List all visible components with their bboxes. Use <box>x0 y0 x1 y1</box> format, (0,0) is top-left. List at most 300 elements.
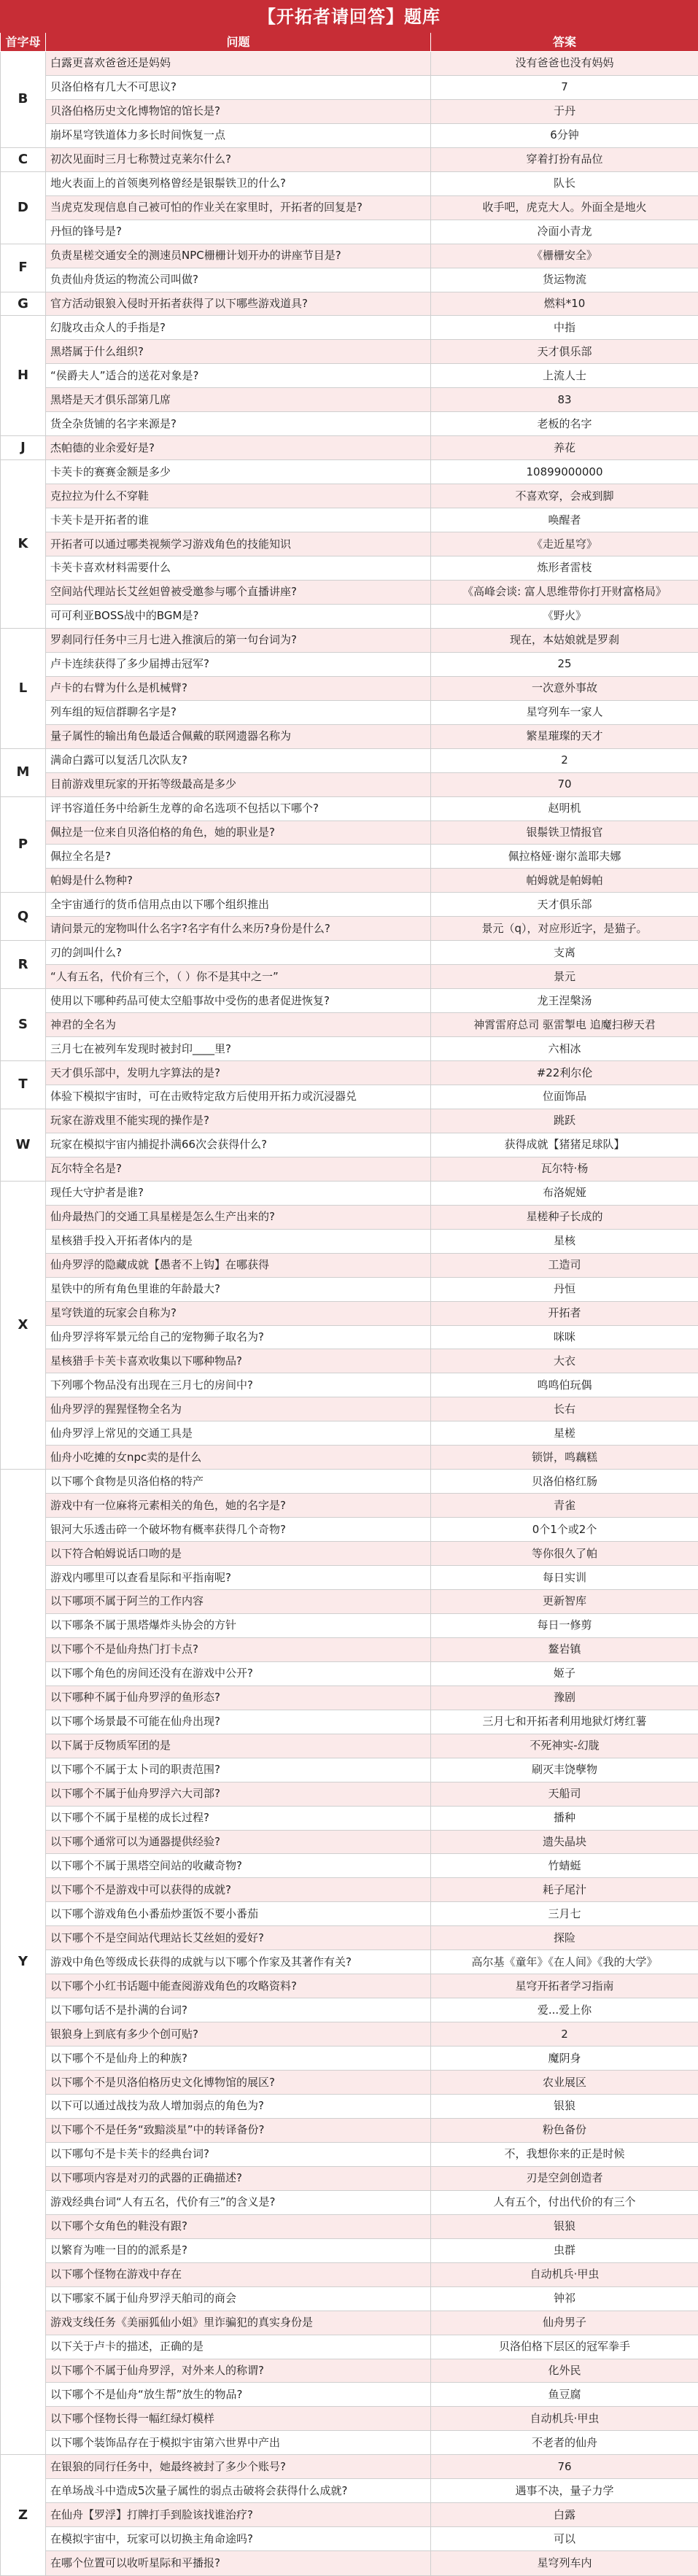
answer-cell: 《栅栅安全》 <box>431 244 698 268</box>
answer-cell: 等你很久了帕 <box>431 1542 698 1566</box>
question-cell: 地火表面上的首领奥列格曾经是银鬃铁卫的什么? <box>46 171 431 195</box>
table-row <box>1 244 698 268</box>
table-row <box>1 556 698 581</box>
table-body <box>1 52 698 2576</box>
table-row <box>1 2166 698 2190</box>
answer-cell: 不喜欢穿，会戒到脚 <box>431 484 698 508</box>
group-letter: R <box>1 941 46 989</box>
answer-cell: 自动机兵·甲虫 <box>431 2262 698 2286</box>
header-answer: 答案 <box>431 33 698 52</box>
answer-cell: 《野火》 <box>431 604 698 628</box>
group-letter: Z <box>1 2455 46 2576</box>
question-cell: 以下哪个游戏角色小番茄炒蛋饭不要小番茄 <box>46 1902 431 1926</box>
question-cell: 以下哪个不是仙舟热门打卡点? <box>46 1637 431 1661</box>
table-row <box>1 1349 698 1373</box>
answer-cell: 可以 <box>431 2527 698 2551</box>
table-row <box>1 1854 698 1878</box>
answer-cell: 化外民 <box>431 2359 698 2383</box>
group-letter: Y <box>1 1470 46 2455</box>
group-letter: G <box>1 292 46 316</box>
question-cell: 白露更喜欢爸爸还是妈妈 <box>46 52 431 76</box>
answer-cell: 神霄雷府总司 驱雷掣电 追魔扫秽天君 <box>431 1013 698 1037</box>
answer-cell: 星槎 <box>431 1421 698 1446</box>
table-row <box>1 2335 698 2359</box>
question-cell: 佩拉全名是? <box>46 845 431 869</box>
table-row <box>1 1133 698 1157</box>
table-row <box>1 1830 698 1854</box>
table-row <box>1 772 698 796</box>
answer-cell: 不死神实-幻胧 <box>431 1734 698 1758</box>
question-cell: 以下哪个不是任务“致黯淡星”中的转译备份? <box>46 2118 431 2142</box>
answer-cell: 老板的名字 <box>431 412 698 436</box>
table-row <box>1 75 698 99</box>
table-row <box>1 2359 698 2383</box>
answer-cell: 支离 <box>431 941 698 965</box>
table-row <box>1 1157 698 1181</box>
group-letter: B <box>1 52 46 148</box>
table-row <box>1 2047 698 2071</box>
table-row <box>1 748 698 772</box>
question-cell: 以下可以通过战技为敌人增加弱点的角色为? <box>46 2095 431 2119</box>
table-row <box>1 220 698 244</box>
table-row <box>1 700 698 724</box>
table-row <box>1 412 698 436</box>
question-cell: 空间站代理站长艾丝妲曾被受邀参与哪个直播讲座? <box>46 580 431 604</box>
answer-cell: 2 <box>431 2022 698 2047</box>
table-row <box>1 1397 698 1421</box>
group-letter: X <box>1 1181 46 1469</box>
question-cell: 负责仙舟货运的物流公司叫做? <box>46 268 431 292</box>
table-row <box>1 2095 698 2119</box>
answer-cell: 一次意外事故 <box>431 676 698 700</box>
group-letter: K <box>1 460 46 629</box>
answer-cell: 2 <box>431 748 698 772</box>
question-cell: 贝洛伯格有几大不可思议? <box>46 75 431 99</box>
table-row <box>1 1878 698 1902</box>
question-cell: 开拓者可以通过哪类视频学习游戏角色的技能知识 <box>46 532 431 556</box>
table-row <box>1 1301 698 1325</box>
table-row <box>1 1758 698 1782</box>
question-cell: 罗刹同行任务中三月七进入推演后的第一句台词为? <box>46 628 431 652</box>
question-cell: 以下哪个不属于星槎的成长过程? <box>46 1806 431 1830</box>
table-row <box>1 484 698 508</box>
question-cell: 以下哪项不属于阿兰的工作内容 <box>46 1590 431 1614</box>
group-letter: Q <box>1 893 46 941</box>
question-cell: 以下哪个不是仙舟“放生帮”放生的物品? <box>46 2383 431 2407</box>
question-cell: 以下哪个食物是贝洛伯格的特产 <box>46 1470 431 1494</box>
table-row <box>1 2238 698 2262</box>
answer-cell: 开拓者 <box>431 1301 698 1325</box>
question-cell: 仙舟罗浮的隐藏成就【愚者不上钩】在哪获得 <box>46 1253 431 1277</box>
answer-cell: 天船司 <box>431 1782 698 1806</box>
answer-cell: 7 <box>431 75 698 99</box>
group-letter: S <box>1 989 46 1061</box>
answer-cell: 天才俱乐部 <box>431 340 698 364</box>
answer-cell: 耗子尾汁 <box>431 1878 698 1902</box>
table-row <box>1 796 698 820</box>
table-row <box>1 1974 698 1998</box>
answer-cell: 三月七和开拓者利用地狱灯烤红薯 <box>431 1710 698 1734</box>
table-row <box>1 1037 698 1061</box>
table-row <box>1 1542 698 1566</box>
answer-cell: 货运物流 <box>431 268 698 292</box>
question-cell: 请问景元的宠物叫什么名字?名字有什么来历?身份是什么? <box>46 917 431 941</box>
table-row <box>1 1518 698 1542</box>
question-cell: 仙舟小吃摊的女npc卖的是什么 <box>46 1446 431 1470</box>
question-cell: 以下哪个通常可以为通器提供经验? <box>46 1830 431 1854</box>
answer-cell: 唤醒者 <box>431 508 698 532</box>
answer-cell: 咪咪 <box>431 1325 698 1349</box>
question-cell: 克拉拉为什么不穿鞋 <box>46 484 431 508</box>
table-row <box>1 1494 698 1518</box>
answer-cell: 银狼 <box>431 2214 698 2238</box>
question-cell: 负责星槎交通安全的测速员NPC栅栅计划开办的讲座节目是? <box>46 244 431 268</box>
question-cell: “人有五名，代价有三个，（ ）你不是其中之一” <box>46 965 431 989</box>
question-cell: 仙舟最热门的交通工具星槎是怎么生产出来的? <box>46 1205 431 1229</box>
answer-cell: 景元（q），对应形近字，是猫子。 <box>431 917 698 941</box>
answer-cell: 工造司 <box>431 1253 698 1277</box>
answer-cell: 自动机兵·甲虫 <box>431 2407 698 2431</box>
table-row <box>1 340 698 364</box>
title-row <box>1 1 698 33</box>
group-letter: D <box>1 171 46 244</box>
question-cell: 玩家在模拟宇宙内捕捉扑满66次会获得什么? <box>46 1133 431 1157</box>
question-cell: 贝洛伯格历史文化博物馆的馆长是? <box>46 99 431 123</box>
header-letter: 首字母 <box>1 33 46 52</box>
question-cell: 以下哪个角色的房间还没有在游戏中公开? <box>46 1661 431 1685</box>
table-row <box>1 1926 698 1950</box>
answer-cell: 穿着打扮有品位 <box>431 147 698 171</box>
answer-cell: 83 <box>431 388 698 412</box>
answer-cell: 锁饼，鸣藕糕 <box>431 1446 698 1470</box>
question-cell: 以下哪个不是贝洛伯格历史文化博物馆的展区? <box>46 2071 431 2095</box>
question-cell: 仙舟罗浮上常见的交通工具是 <box>46 1421 431 1446</box>
question-cell: 列车组的短信群聊名字是? <box>46 700 431 724</box>
question-cell: 星核猎手卡芙卡喜欢收集以下哪种物品? <box>46 1349 431 1373</box>
group-letter: J <box>1 436 46 460</box>
answer-cell: 于丹 <box>431 99 698 123</box>
question-cell: 帕姆是什么物种? <box>46 869 431 893</box>
question-cell: 玩家在游戏里不能实现的操作是? <box>46 1109 431 1133</box>
answer-cell: 燃料*10 <box>431 292 698 316</box>
table-row <box>1 147 698 171</box>
answer-cell: 刃是空剑创造者 <box>431 2166 698 2190</box>
question-cell: 货全杂货铺的名字来源是? <box>46 412 431 436</box>
question-cell: 以下哪家不属于仙舟罗浮天舶司的商会 <box>46 2286 431 2311</box>
question-cell: 以下哪个装饰品存在于模拟宇宙第六世界中产出 <box>46 2431 431 2455</box>
table-row <box>1 508 698 532</box>
table-row <box>1 724 698 748</box>
answer-cell: 更新智库 <box>431 1590 698 1614</box>
question-cell: 卡芙卡的赛赛金额是多少 <box>46 460 431 484</box>
table-row <box>1 2022 698 2047</box>
table-row <box>1 532 698 556</box>
table-row <box>1 1061 698 1085</box>
question-cell: 星铁中的所有角色里谁的年龄最大? <box>46 1277 431 1301</box>
question-cell: 现任大守护者是谁? <box>46 1181 431 1205</box>
table-row <box>1 1902 698 1926</box>
table-row <box>1 436 698 460</box>
answer-cell: 仙舟男子 <box>431 2311 698 2335</box>
table-row <box>1 869 698 893</box>
question-cell: 在单场战斗中造成5次量子属性的弱点击破将会获得什么成就? <box>46 2479 431 2503</box>
answer-cell: 青雀 <box>431 1494 698 1518</box>
answer-cell: 繁星璀璨的天才 <box>431 724 698 748</box>
answer-cell: 竹蜻蜓 <box>431 1854 698 1878</box>
table-row <box>1 1277 698 1301</box>
answer-cell: 长右 <box>431 1397 698 1421</box>
question-cell: 瓦尔特全名是? <box>46 1157 431 1181</box>
answer-cell: 刷灭丰饶孽物 <box>431 1758 698 1782</box>
question-cell: 星核猎手投入开拓者体内的是 <box>46 1229 431 1253</box>
table-row <box>1 2214 698 2238</box>
answer-cell: 不老者的仙舟 <box>431 2431 698 2455</box>
table-row <box>1 1470 698 1494</box>
table-row <box>1 2479 698 2503</box>
table-row <box>1 1421 698 1446</box>
table-row <box>1 989 698 1013</box>
answer-cell: 养花 <box>431 436 698 460</box>
question-cell: 银河大乐透击碎一个破坏物有概率获得几个奇物? <box>46 1518 431 1542</box>
question-cell: 游戏经典台词“人有五名，代价有三”的含义是? <box>46 2190 431 2214</box>
answer-cell: 25 <box>431 652 698 676</box>
question-cell: 黑塔属于什么组织? <box>46 340 431 364</box>
table-row <box>1 1782 698 1806</box>
question-cell: 崩坏星穹铁道体力多长时间恢复一点 <box>46 123 431 147</box>
group-letter: L <box>1 628 46 748</box>
answer-cell: 遇事不决，量子力学 <box>431 2479 698 2503</box>
answer-cell: 帕姆就是帕姆帕 <box>431 869 698 893</box>
question-cell: 以下符合帕姆说话口吻的是 <box>46 1542 431 1566</box>
question-cell: 以下关于卢卡的描述，正确的是 <box>46 2335 431 2359</box>
answer-cell: 布洛妮娅 <box>431 1181 698 1205</box>
question-cell: 以下哪个不是游戏中可以获得的成就? <box>46 1878 431 1902</box>
answer-cell: 《走近星穹》 <box>431 532 698 556</box>
answer-cell: 粉色备份 <box>431 2118 698 2142</box>
answer-cell: 高尔基《童年》《在人间》《我的大学》 <box>431 1950 698 1974</box>
answer-cell: 70 <box>431 772 698 796</box>
question-cell: 神君的全名为 <box>46 1013 431 1037</box>
question-cell: 使用以下哪种药品可使太空船事故中受伤的患者促进恢复? <box>46 989 431 1013</box>
answer-cell: 0个1个或2个 <box>431 1518 698 1542</box>
table-row <box>1 195 698 220</box>
question-cell: 以下属于反物质军团的是 <box>46 1734 431 1758</box>
question-cell: 以下哪个不属于太卜司的职责范围? <box>46 1758 431 1782</box>
table-row <box>1 99 698 123</box>
table-row <box>1 268 698 292</box>
answer-cell: #22利尔伦 <box>431 1061 698 1085</box>
table-row <box>1 893 698 917</box>
question-cell: 初次见面时三月七称赞过克莱尔什么? <box>46 147 431 171</box>
question-cell: 官方活动银狼入侵时开拓者获得了以下哪些游戏道具? <box>46 292 431 316</box>
question-cell: 星穹铁道的玩家会自称为? <box>46 1301 431 1325</box>
answer-cell: 贝洛伯格红肠 <box>431 1470 698 1494</box>
question-cell: 当虎克发现信息自己被可怕的作业关在家里时，开拓者的回复是? <box>46 195 431 220</box>
question-cell: 满命白露可以复活几次队友? <box>46 748 431 772</box>
question-cell: 游戏中有一位麻将元素相关的角色，她的名字是? <box>46 1494 431 1518</box>
answer-cell: 三月七 <box>431 1902 698 1926</box>
question-cell: 以下哪个不是空间站代理站长艾丝妲的爱好? <box>46 1926 431 1950</box>
answer-cell: 星穹开拓者学习指南 <box>431 1974 698 1998</box>
question-cell: 以下哪个小红书话题中能查阅游戏角色的攻略资料? <box>46 1974 431 1998</box>
question-cell: 杰帕德的业余爱好是? <box>46 436 431 460</box>
table-row <box>1 1998 698 2022</box>
question-cell: 在哪个位置可以收听星际和平播报? <box>46 2551 431 2576</box>
table-row <box>1 2190 698 2214</box>
group-letter: F <box>1 244 46 292</box>
answer-cell: 佩拉格娅·谢尔盖耶夫娜 <box>431 845 698 869</box>
answer-cell: 鱼豆腐 <box>431 2383 698 2407</box>
group-letter: W <box>1 1109 46 1181</box>
table-row <box>1 1373 698 1397</box>
table-row <box>1 2286 698 2311</box>
answer-cell: 遗失晶块 <box>431 1830 698 1854</box>
table-row <box>1 460 698 484</box>
table-row <box>1 965 698 989</box>
question-cell: “侯爵夫人”适合的送花对象是? <box>46 364 431 388</box>
answer-cell: 龙王涅槃汤 <box>431 989 698 1013</box>
question-cell: 以下哪句话不是扑满的台词? <box>46 1998 431 2022</box>
question-cell: 全宇宙通行的货币信用点由以下哪个组织推出 <box>46 893 431 917</box>
question-cell: 目前游戏里玩家的开拓等级最高是多少 <box>46 772 431 796</box>
table-row <box>1 2262 698 2286</box>
question-cell: 丹恒的锋号是? <box>46 220 431 244</box>
answer-cell: 银鬃铁卫情报官 <box>431 820 698 845</box>
group-letter: M <box>1 748 46 796</box>
answer-cell: 76 <box>431 2455 698 2479</box>
question-cell: 幻胧攻击众人的手指是? <box>46 316 431 340</box>
group-letter: H <box>1 316 46 436</box>
answer-cell: 星槎种子长成的 <box>431 1205 698 1229</box>
answer-cell: 获得成就【猪猪足球队】 <box>431 1133 698 1157</box>
table-row <box>1 652 698 676</box>
table-row <box>1 316 698 340</box>
answer-cell: 冷面小青龙 <box>431 220 698 244</box>
answer-cell: 队长 <box>431 171 698 195</box>
table-row <box>1 676 698 700</box>
table-row <box>1 364 698 388</box>
answer-cell: 人有五个，付出代价的有三个 <box>431 2190 698 2214</box>
question-cell: 游戏内哪里可以查看星际和平指南呢? <box>46 1566 431 1590</box>
question-cell: 下列哪个物品没有出现在三月七的房间中? <box>46 1373 431 1397</box>
question-cell: 三月七在被列车发现时被封印____里? <box>46 1037 431 1061</box>
table-row <box>1 1661 698 1685</box>
question-cell: 以下哪条不属于黑塔爆炸头协会的方针 <box>46 1613 431 1637</box>
table-row <box>1 2142 698 2166</box>
question-cell: 银狼身上到底有多少个创可贴? <box>46 2022 431 2047</box>
answer-cell: 六相冰 <box>431 1037 698 1061</box>
answer-cell: 不，我想你来的正是时候 <box>431 2142 698 2166</box>
answer-cell: 天才俱乐部 <box>431 893 698 917</box>
table-row <box>1 2431 698 2455</box>
table-row <box>1 1685 698 1710</box>
answer-cell: 位面饰品 <box>431 1085 698 1109</box>
table-row <box>1 2527 698 2551</box>
question-cell: 以下哪个不属于黑塔空间站的收藏奇物? <box>46 1854 431 1878</box>
question-cell: 以下哪个怪物在游戏中存在 <box>46 2262 431 2286</box>
table-row <box>1 2407 698 2431</box>
question-cell: 游戏中角色等级成长获得的成就与以下哪个作家及其著作有关? <box>46 1950 431 1974</box>
question-cell: 以下哪个女角色的鞋没有跟? <box>46 2214 431 2238</box>
table-row <box>1 1637 698 1661</box>
question-cell: 卢卡连续获得了多少届搏击冠军? <box>46 652 431 676</box>
question-cell: 黑塔是天才俱乐部第几席 <box>46 388 431 412</box>
answer-cell: 星穹列车内 <box>431 2551 698 2576</box>
table-row <box>1 1590 698 1614</box>
table-row <box>1 1734 698 1758</box>
answer-cell: 瓦尔特·杨 <box>431 1157 698 1181</box>
table-row <box>1 2383 698 2407</box>
answer-cell: 魔阴身 <box>431 2047 698 2071</box>
question-cell: 评书容道任务中给新生龙尊的命名选项不包括以下哪个? <box>46 796 431 820</box>
question-cell: 以下哪项内容是对刃的武器的正确描述? <box>46 2166 431 2190</box>
answer-cell: 播种 <box>431 1806 698 1830</box>
answer-cell: 收手吧，虎克大人。外面全是地火 <box>431 195 698 220</box>
table-row <box>1 1229 698 1253</box>
page-title: 【开拓者请回答】题库 <box>1 1 698 33</box>
question-cell: 在模拟宇宙中，玩家可以切换主角命途吗? <box>46 2527 431 2551</box>
answer-cell: 鸣鸣伯玩偶 <box>431 1373 698 1397</box>
table-row <box>1 171 698 195</box>
answer-cell: 6分钟 <box>431 123 698 147</box>
question-cell: 卡芙卡是开拓者的谁 <box>46 508 431 532</box>
answer-cell: 银狼 <box>431 2095 698 2119</box>
answer-cell: 每日实训 <box>431 1566 698 1590</box>
question-cell: 仙舟罗浮将军景元给自己的宠物狮子取名为? <box>46 1325 431 1349</box>
question-cell: 佩拉是一位来自贝洛伯格的角色，她的职业是? <box>46 820 431 845</box>
table-row <box>1 2503 698 2527</box>
table-row <box>1 1013 698 1037</box>
answer-cell: 每日一修剪 <box>431 1613 698 1637</box>
table-row <box>1 52 698 76</box>
header-question: 问题 <box>46 33 431 52</box>
table-row <box>1 1085 698 1109</box>
question-cell: 以下哪个不属于仙舟罗浮六大司部? <box>46 1782 431 1806</box>
table-row <box>1 2118 698 2142</box>
answer-cell: 现在，本姑娘就是罗刹 <box>431 628 698 652</box>
answer-cell: 探险 <box>431 1926 698 1950</box>
question-cell: 可可利亚BOSS战中的BGM是? <box>46 604 431 628</box>
answer-cell: 赵明机 <box>431 796 698 820</box>
answer-cell: 鳌岩镇 <box>431 1637 698 1661</box>
group-letter: T <box>1 1061 46 1109</box>
question-cell: 体验下模拟宇宙时，可在击败特定敌方后使用开拓力或沉浸器兑 <box>46 1085 431 1109</box>
table-row <box>1 1181 698 1205</box>
answer-cell: 大衣 <box>431 1349 698 1373</box>
question-cell: 仙舟罗浮的猩猩怪物全名为 <box>46 1397 431 1421</box>
table-row <box>1 1325 698 1349</box>
table-row <box>1 845 698 869</box>
question-cell: 量子属性的输出角色最适合佩戴的联网遗器名称为 <box>46 724 431 748</box>
table-row <box>1 604 698 628</box>
question-cell: 以下哪个场景最不可能在仙舟出现? <box>46 1710 431 1734</box>
table-row <box>1 292 698 316</box>
question-cell: 刃的剑叫什么? <box>46 941 431 965</box>
table-row <box>1 820 698 845</box>
table-row <box>1 2455 698 2479</box>
answer-cell: 豫剧 <box>431 1685 698 1710</box>
table-row <box>1 580 698 604</box>
answer-cell: 钟祁 <box>431 2286 698 2311</box>
question-cell: 以下哪个不属于仙舟罗浮，对外来人的称谓? <box>46 2359 431 2383</box>
question-cell: 卡芙卡喜欢材料需要什么 <box>46 556 431 581</box>
table-row <box>1 1806 698 1830</box>
question-cell: 以下哪种不属于仙舟罗浮的鱼形态? <box>46 1685 431 1710</box>
table-row <box>1 917 698 941</box>
table-row <box>1 941 698 965</box>
question-cell: 以繁育为唯一目的的派系是? <box>46 2238 431 2262</box>
question-cell: 天才俱乐部中，发明九字算法的是? <box>46 1061 431 1085</box>
